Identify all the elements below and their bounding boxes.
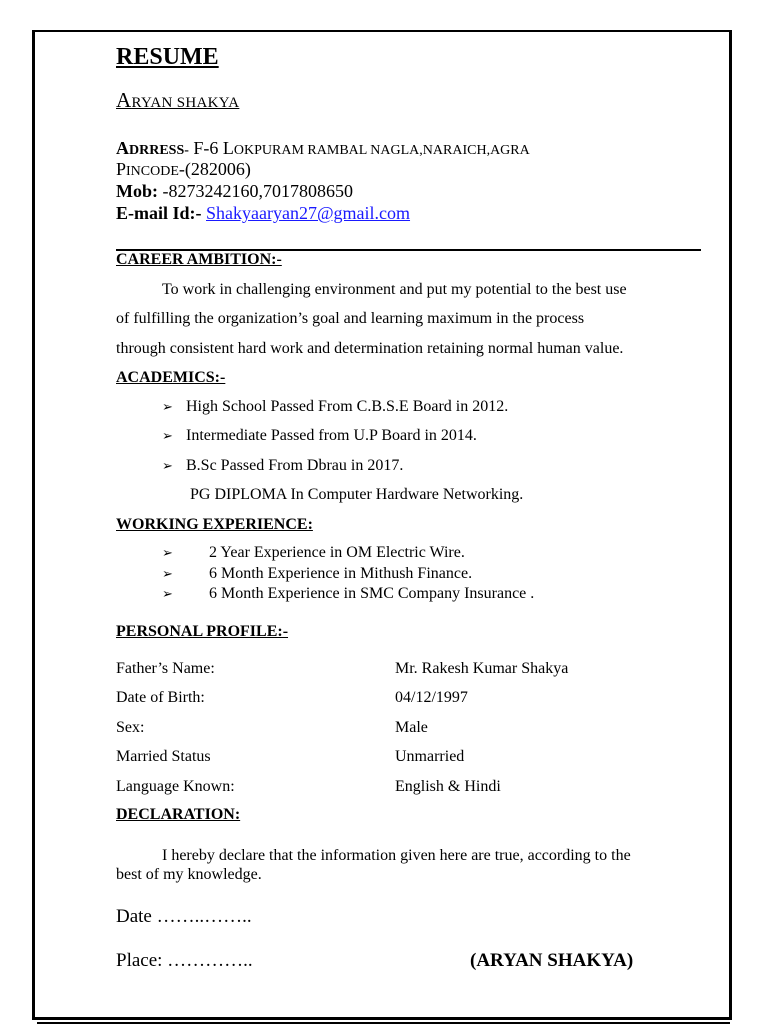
signature-name: (ARYAN SHAKYA): [470, 950, 634, 971]
career-line-1: To work in challenging environment and put my potential to the best use: [162, 281, 627, 298]
profile-value: English & Hindi: [395, 778, 501, 795]
experience-item: ➢ 2 Year Experience in OM Electric Wire.: [162, 544, 465, 561]
profile-label: Sex:: [116, 719, 145, 736]
personal-heading: PERSONAL PROFILE:-: [116, 623, 289, 640]
arrow-bullet-icon: ➢: [162, 459, 173, 474]
address-label: ADRRESS-: [116, 138, 189, 158]
arrow-bullet-icon: ➢: [162, 587, 173, 602]
signature-place: Place: …………..: [116, 950, 253, 971]
experience-item: ➢ 6 Month Experience in Mithush Finance.: [162, 565, 473, 582]
academics-heading: ACADEMICS:-: [116, 369, 226, 386]
academic-item: ➢ High School Passed From C.B.S.E Board in 2012.: [162, 398, 509, 415]
profile-value: Mr. Rakesh Kumar Shakya: [395, 660, 569, 677]
declaration-line-2: best of my knowledge.: [116, 866, 262, 883]
profile-value: Unmarried: [395, 748, 465, 765]
arrow-bullet-icon: ➢: [162, 567, 173, 582]
declaration-heading: DECLARATION:: [116, 806, 241, 823]
signature-date: Date ……..……..: [116, 906, 252, 927]
name-rest: RYAN SHAKYA: [131, 95, 240, 111]
profile-label: Language Known:: [116, 778, 235, 795]
profile-value: 04/12/1997: [395, 689, 468, 706]
address-line: [116, 138, 530, 159]
declaration-line-1: I hereby declare that the information given here are true, according to the: [162, 847, 631, 864]
profile-label: Father’s Name:: [116, 660, 215, 677]
pincode-line: PINCODE-(282006): [116, 159, 251, 179]
arrow-bullet-icon: ➢: [162, 400, 173, 415]
career-line-3: through consistent hard work and determination retaining normal human value.: [116, 340, 624, 357]
profile-value: Male: [395, 719, 428, 736]
name-initial: A: [116, 88, 132, 112]
academic-item: ➢ Intermediate Passed from U.P Board in 2014.: [162, 427, 477, 444]
address-value: OKPURAM RAMBAL NAGLA,NARAICH,AGRA: [233, 143, 530, 158]
experience-item: ➢ 6 Month Experience in SMC Company Insurance .: [162, 585, 535, 602]
arrow-bullet-icon: ➢: [162, 429, 173, 444]
mobile-label: Mob:: [116, 181, 158, 201]
mobile-value: -8273242160,7017808650: [158, 181, 353, 201]
arrow-bullet-icon: ➢: [162, 546, 173, 561]
experience-heading: WORKING EXPERIENCE:: [116, 516, 313, 533]
career-heading: CAREER AMBITION:-: [116, 251, 282, 268]
email-link[interactable]: Shakyaaryan27@gmail.com: [206, 203, 411, 223]
pincode-value: -(282006): [178, 159, 251, 179]
email-line: [116, 203, 410, 224]
resume-title: RESUME: [116, 44, 219, 70]
career-line-2: of fulfilling the organization’s goal and learning maximum in the process: [116, 310, 585, 327]
academic-item: ➢ B.Sc Passed From Dbrau in 2017.: [162, 457, 404, 474]
academic-extra: PG DIPLOMA In Computer Hardware Networking.: [190, 486, 524, 503]
candidate-name: [116, 88, 239, 113]
address-value-start: F-6 L: [188, 138, 234, 158]
profile-label: Married Status: [116, 748, 211, 765]
email-label: E-mail Id:-: [116, 203, 202, 223]
mobile-line: [116, 181, 353, 202]
profile-label: Date of Birth:: [116, 689, 205, 706]
